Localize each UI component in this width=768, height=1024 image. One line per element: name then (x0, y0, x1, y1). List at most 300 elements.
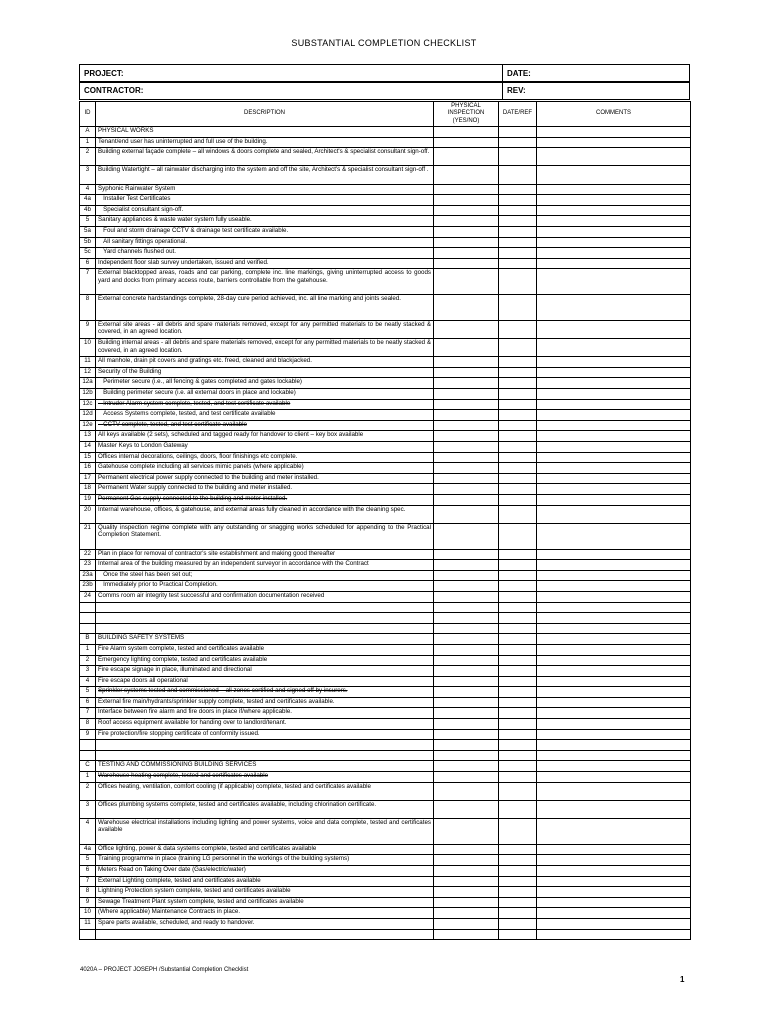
column-header-row (80, 102, 691, 127)
comments-cell[interactable] (537, 855, 691, 866)
comments-cell[interactable] (537, 708, 691, 719)
date-ref-cell[interactable] (499, 708, 537, 719)
physical-inspection-cell[interactable] (434, 687, 499, 698)
row-description: Offices heating, ventilation, comfort cooling (if applicable) complete, tested and certificates available (96, 782, 434, 800)
table-row (80, 855, 691, 866)
row-id: 23 (80, 560, 96, 571)
row-id: 12e (80, 420, 96, 431)
row-description (96, 613, 434, 624)
row-description: Plan in place for removal of contractor's site establishment and making good thereafter (96, 549, 434, 560)
table-row (80, 226, 691, 237)
date-ref-cell[interactable] (499, 195, 537, 206)
physical-inspection-cell[interactable] (434, 855, 499, 866)
comments-cell[interactable] (537, 866, 691, 877)
date-ref-cell[interactable] (499, 719, 537, 730)
row-description: Permanent Water supply connected to the building and meter installed. (96, 484, 434, 495)
comments-cell[interactable] (537, 295, 691, 321)
date-ref-cell[interactable] (499, 750, 537, 761)
comments-cell[interactable] (537, 357, 691, 368)
date-ref-cell[interactable] (499, 166, 537, 184)
row-description: Fire Alarm system complete, tested and certificates available (96, 644, 434, 655)
comments-cell[interactable] (537, 687, 691, 698)
date-ref-cell[interactable] (499, 819, 537, 845)
row-description: Immediately prior to Practical Completion. (96, 581, 434, 592)
physical-inspection-cell[interactable] (434, 226, 499, 237)
physical-inspection-cell[interactable] (434, 148, 499, 166)
row-description: Offices plumbing systems complete, tested and certificates available, including chlorination certificate. (96, 800, 434, 818)
row-id: 12 (80, 367, 96, 378)
row-description: Installer Test Certificates (96, 195, 434, 206)
physical-inspection-cell[interactable] (434, 570, 499, 581)
table-row (80, 248, 691, 259)
row-description: External concrete hardstandings complete, 28-day cure period achieved, inc. all line marking and joints sealed. (96, 295, 434, 321)
physical-inspection-cell[interactable] (434, 258, 499, 269)
physical-inspection-cell[interactable] (434, 844, 499, 855)
physical-inspection-cell[interactable] (434, 410, 499, 421)
physical-inspection-cell[interactable] (434, 339, 499, 357)
comments-cell[interactable] (537, 148, 691, 166)
comments-cell[interactable] (537, 623, 691, 634)
comments-cell[interactable] (537, 320, 691, 338)
physical-inspection-cell[interactable] (434, 248, 499, 259)
date-ref-cell[interactable] (499, 367, 537, 378)
comments-cell[interactable] (537, 897, 691, 908)
comments-cell[interactable] (537, 269, 691, 295)
date-ref-cell[interactable] (499, 357, 537, 368)
comments-cell[interactable] (537, 410, 691, 421)
comments-cell[interactable] (537, 431, 691, 442)
comments-cell[interactable] (537, 560, 691, 571)
row-description: Internal area of the building measured by an independent surveyor in accordance with the Contract (96, 560, 434, 571)
date-ref-cell[interactable] (499, 602, 537, 613)
physical-inspection-cell[interactable] (434, 205, 499, 216)
row-id: 15 (80, 452, 96, 463)
date-ref-cell[interactable] (499, 431, 537, 442)
table-row (80, 697, 691, 708)
comments-cell[interactable] (537, 127, 691, 138)
physical-inspection-cell[interactable] (434, 782, 499, 800)
physical-inspection-cell[interactable] (434, 442, 499, 453)
page-number: 1 (680, 975, 685, 984)
date-ref-cell[interactable] (499, 634, 537, 645)
physical-inspection-cell[interactable] (434, 644, 499, 655)
date-ref-cell[interactable] (499, 399, 537, 410)
date-ref-cell[interactable] (499, 237, 537, 248)
date-ref-cell[interactable] (499, 523, 537, 549)
date-ref-cell[interactable] (499, 389, 537, 400)
row-description: Permanent Gas supply connected to the building and meter installed. (96, 495, 434, 506)
comments-cell[interactable] (537, 876, 691, 887)
date-ref-cell[interactable] (499, 410, 537, 421)
table-row (80, 623, 691, 634)
comments-cell[interactable] (537, 844, 691, 855)
physical-inspection-cell[interactable] (434, 761, 499, 772)
row-description: Sewage Treatment Plant system complete, tested and certificates available (96, 897, 434, 908)
date-ref-cell[interactable] (499, 216, 537, 227)
comments-cell[interactable] (537, 195, 691, 206)
date-ref-cell[interactable] (499, 148, 537, 166)
physical-inspection-cell[interactable] (434, 269, 499, 295)
physical-inspection-cell[interactable] (434, 613, 499, 624)
table-row (80, 666, 691, 677)
row-id: 4a (80, 844, 96, 855)
table-row (80, 184, 691, 195)
comments-cell[interactable] (537, 613, 691, 624)
date-ref-cell[interactable] (499, 666, 537, 677)
physical-inspection-cell[interactable] (434, 431, 499, 442)
comments-cell[interactable] (537, 591, 691, 602)
physical-inspection-cell[interactable] (434, 560, 499, 571)
contractor-label: CONTRACTOR: (80, 82, 503, 100)
comments-cell[interactable] (537, 226, 691, 237)
comments-cell[interactable] (537, 523, 691, 549)
comments-cell[interactable] (537, 505, 691, 523)
comments-cell[interactable] (537, 248, 691, 259)
comments-cell[interactable] (537, 166, 691, 184)
physical-inspection-cell[interactable] (434, 866, 499, 877)
comments-cell[interactable] (537, 772, 691, 783)
row-id: 4a (80, 195, 96, 206)
table-row (80, 442, 691, 453)
physical-inspection-cell[interactable] (434, 549, 499, 560)
date-ref-cell[interactable] (499, 570, 537, 581)
date-ref-cell[interactable] (499, 495, 537, 506)
date-ref-cell[interactable] (499, 549, 537, 560)
physical-inspection-cell[interactable] (434, 634, 499, 645)
comments-cell[interactable] (537, 184, 691, 195)
comments-cell[interactable] (537, 495, 691, 506)
row-description: External blacktopped areas, roads and car parking, complete inc. line markings, giving uninterrupted access to goods yard and docks from primary access route, barriers controllable from the gatehouse. (96, 269, 434, 295)
row-description: Fire protection/fire stopping certificate of conformity issued. (96, 729, 434, 740)
physical-inspection-cell[interactable] (434, 676, 499, 687)
row-description: Sprinkler systems tested and commissioned – all zones certified and signed off by insurers. (96, 687, 434, 698)
row-id: B (80, 634, 96, 645)
comments-cell[interactable] (537, 137, 691, 148)
comments-cell[interactable] (537, 549, 691, 560)
comments-cell[interactable] (537, 697, 691, 708)
date-ref-cell[interactable] (499, 378, 537, 389)
physical-inspection-cell[interactable] (434, 750, 499, 761)
comments-cell[interactable] (537, 908, 691, 919)
row-id: 12d (80, 410, 96, 421)
row-id: 9 (80, 320, 96, 338)
date-ref-cell[interactable] (499, 127, 537, 138)
comments-cell[interactable] (537, 442, 691, 453)
physical-inspection-cell[interactable] (434, 918, 499, 929)
date-ref-cell[interactable] (499, 452, 537, 463)
table-row (80, 644, 691, 655)
date-ref-cell[interactable] (499, 782, 537, 800)
date-ref-cell[interactable] (499, 897, 537, 908)
column-header-comments: COMMENTS (537, 102, 691, 127)
row-id (80, 623, 96, 634)
row-id: 2 (80, 148, 96, 166)
row-id: 23a (80, 570, 96, 581)
comments-cell[interactable] (537, 800, 691, 818)
row-description: Internal warehouse, offices, & gatehouse, and external areas fully cleaned in accordance with the cleaning spec. (96, 505, 434, 523)
physical-inspection-cell[interactable] (434, 800, 499, 818)
table-row (80, 258, 691, 269)
row-description: Warehouse heating complete, tested and certificates available (96, 772, 434, 783)
table-row (80, 484, 691, 495)
physical-inspection-cell[interactable] (434, 195, 499, 206)
row-id: 13 (80, 431, 96, 442)
row-description (96, 740, 434, 751)
table-row (80, 634, 691, 645)
date-ref-cell[interactable] (499, 918, 537, 929)
physical-inspection-cell[interactable] (434, 378, 499, 389)
date-ref-cell[interactable] (499, 248, 537, 259)
physical-inspection-cell[interactable] (434, 581, 499, 592)
physical-inspection-cell[interactable] (434, 184, 499, 195)
row-description: Syphonic Rainwater System (96, 184, 434, 195)
date-ref-cell[interactable] (499, 697, 537, 708)
row-id: 3 (80, 166, 96, 184)
row-description: Building internal areas - all debris and spare materials removed, except for any permitted materials to be neatly stacked & covered, in an agreed location. (96, 339, 434, 357)
row-id: 6 (80, 697, 96, 708)
date-label: DATE: (503, 65, 690, 83)
row-description: Warehouse electrical installations including lighting and power systems, voice and data complete, tested and certificates available (96, 819, 434, 845)
table-row (80, 655, 691, 666)
date-ref-cell[interactable] (499, 655, 537, 666)
row-description: All manhole, drain pit covers and gratings etc. freed, cleaned and blackjacked. (96, 357, 434, 368)
table-row (80, 549, 691, 560)
row-id: C (80, 761, 96, 772)
row-id: 9 (80, 897, 96, 908)
row-id: 5b (80, 237, 96, 248)
comments-cell[interactable] (537, 761, 691, 772)
comments-cell[interactable] (537, 655, 691, 666)
table-row (80, 570, 691, 581)
date-ref-cell[interactable] (499, 484, 537, 495)
physical-inspection-cell[interactable] (434, 463, 499, 474)
comments-cell[interactable] (537, 205, 691, 216)
row-id: 4 (80, 819, 96, 845)
comments-cell[interactable] (537, 676, 691, 687)
row-description: Building Watertight – all rainwater discharging into the system and off the site, Architect's & specialist consultant sign-off . (96, 166, 434, 184)
physical-inspection-cell[interactable] (434, 127, 499, 138)
physical-inspection-cell[interactable] (434, 367, 499, 378)
row-id (80, 740, 96, 751)
physical-inspection-cell[interactable] (434, 897, 499, 908)
row-id: A (80, 127, 96, 138)
comments-cell[interactable] (537, 719, 691, 730)
row-id: 5 (80, 216, 96, 227)
row-id: 10 (80, 339, 96, 357)
page-title: SUBSTANTIAL COMPLETION CHECKLIST (291, 38, 477, 48)
physical-inspection-cell[interactable] (434, 389, 499, 400)
table-row (80, 844, 691, 855)
physical-inspection-cell[interactable] (434, 887, 499, 898)
row-id: 10 (80, 908, 96, 919)
physical-inspection-cell[interactable] (434, 295, 499, 321)
physical-inspection-cell[interactable] (434, 591, 499, 602)
row-description: Independent floor slab survey undertaken, issued and verified. (96, 258, 434, 269)
physical-inspection-cell[interactable] (434, 729, 499, 740)
physical-inspection-cell[interactable] (434, 666, 499, 677)
physical-inspection-cell[interactable] (434, 473, 499, 484)
physical-inspection-cell[interactable] (434, 623, 499, 634)
comments-cell[interactable] (537, 463, 691, 474)
row-id: 7 (80, 708, 96, 719)
row-id: 2 (80, 782, 96, 800)
row-id: 11 (80, 918, 96, 929)
table-row (80, 687, 691, 698)
row-description (96, 602, 434, 613)
date-ref-cell[interactable] (499, 591, 537, 602)
table-row (80, 708, 691, 719)
date-ref-cell[interactable] (499, 226, 537, 237)
date-ref-cell[interactable] (499, 505, 537, 523)
date-ref-cell[interactable] (499, 473, 537, 484)
date-ref-cell[interactable] (499, 463, 537, 474)
date-ref-cell[interactable] (499, 887, 537, 898)
comments-cell[interactable] (537, 918, 691, 929)
date-ref-cell[interactable] (499, 844, 537, 855)
date-ref-cell[interactable] (499, 442, 537, 453)
physical-inspection-cell[interactable] (434, 876, 499, 887)
physical-inspection-cell[interactable] (434, 237, 499, 248)
table-row (80, 452, 691, 463)
row-description: External Lighting complete, tested and certificates available (96, 876, 434, 887)
physical-inspection-cell[interactable] (434, 819, 499, 845)
comments-cell[interactable] (537, 750, 691, 761)
physical-inspection-cell[interactable] (434, 697, 499, 708)
date-ref-cell[interactable] (499, 676, 537, 687)
physical-inspection-cell[interactable] (434, 320, 499, 338)
date-ref-cell[interactable] (499, 908, 537, 919)
physical-inspection-cell[interactable] (434, 216, 499, 227)
comments-cell[interactable] (537, 570, 691, 581)
row-description (96, 929, 434, 940)
physical-inspection-cell[interactable] (434, 505, 499, 523)
comments-cell[interactable] (537, 473, 691, 484)
date-ref-cell[interactable] (499, 876, 537, 887)
date-ref-cell[interactable] (499, 866, 537, 877)
date-ref-cell[interactable] (499, 740, 537, 751)
physical-inspection-cell[interactable] (434, 772, 499, 783)
physical-inspection-cell[interactable] (434, 452, 499, 463)
row-description: Specialist consultant sign-off. (96, 205, 434, 216)
date-ref-cell[interactable] (499, 761, 537, 772)
rev-label: REV: (503, 82, 690, 100)
table-row (80, 591, 691, 602)
physical-inspection-cell[interactable] (434, 929, 499, 940)
date-ref-cell[interactable] (499, 184, 537, 195)
date-ref-cell[interactable] (499, 613, 537, 624)
comments-cell[interactable] (537, 666, 691, 677)
date-ref-cell[interactable] (499, 269, 537, 295)
comments-cell[interactable] (537, 782, 691, 800)
date-ref-cell[interactable] (499, 687, 537, 698)
row-description: TESTING AND COMMISSIONING BUILDING SERVICES (96, 761, 434, 772)
comments-cell[interactable] (537, 378, 691, 389)
physical-inspection-cell[interactable] (434, 357, 499, 368)
comments-cell[interactable] (537, 484, 691, 495)
date-ref-cell[interactable] (499, 258, 537, 269)
comments-cell[interactable] (537, 420, 691, 431)
row-description: PHYSICAL WORKS (96, 127, 434, 138)
physical-inspection-cell[interactable] (434, 740, 499, 751)
date-ref-cell[interactable] (499, 295, 537, 321)
row-id: 12c (80, 399, 96, 410)
table-row (80, 581, 691, 592)
date-ref-cell[interactable] (499, 581, 537, 592)
table-row (80, 676, 691, 687)
row-id: 20 (80, 505, 96, 523)
row-id: 22 (80, 549, 96, 560)
date-ref-cell[interactable] (499, 560, 537, 571)
date-ref-cell[interactable] (499, 800, 537, 818)
date-ref-cell[interactable] (499, 929, 537, 940)
row-description: Comms room air integrity test successful and confirmation documentation received (96, 591, 434, 602)
row-id: 4 (80, 676, 96, 687)
comments-cell[interactable] (537, 634, 691, 645)
comments-cell[interactable] (537, 367, 691, 378)
physical-inspection-cell[interactable] (434, 137, 499, 148)
physical-inspection-cell[interactable] (434, 484, 499, 495)
date-ref-cell[interactable] (499, 623, 537, 634)
comments-cell[interactable] (537, 237, 691, 248)
row-description: Gatehouse complete including all services mimic panels (where applicable) (96, 463, 434, 474)
physical-inspection-cell[interactable] (434, 719, 499, 730)
physical-inspection-cell[interactable] (434, 523, 499, 549)
table-row (80, 237, 691, 248)
table-row (80, 269, 691, 295)
physical-inspection-cell[interactable] (434, 166, 499, 184)
comments-cell[interactable] (537, 399, 691, 410)
date-ref-cell[interactable] (499, 729, 537, 740)
date-ref-cell[interactable] (499, 855, 537, 866)
table-row (80, 378, 691, 389)
comments-cell[interactable] (537, 452, 691, 463)
row-id: 5a (80, 226, 96, 237)
comments-cell[interactable] (537, 339, 691, 357)
comments-cell[interactable] (537, 887, 691, 898)
comments-cell[interactable] (537, 740, 691, 751)
date-ref-cell[interactable] (499, 137, 537, 148)
row-description: Roof access equipment available for handing over to landlord/tenant. (96, 719, 434, 730)
comments-cell[interactable] (537, 581, 691, 592)
table-row (80, 918, 691, 929)
row-id: 3 (80, 666, 96, 677)
physical-inspection-cell[interactable] (434, 708, 499, 719)
comments-cell[interactable] (537, 819, 691, 845)
physical-inspection-cell[interactable] (434, 420, 499, 431)
row-description: Quality inspection regime complete with any outstanding or snagging works scheduled for appending to the Practical Completion Statement. (96, 523, 434, 549)
date-ref-cell[interactable] (499, 644, 537, 655)
comments-cell[interactable] (537, 389, 691, 400)
date-ref-cell[interactable] (499, 339, 537, 357)
comments-cell[interactable] (537, 216, 691, 227)
comments-cell[interactable] (537, 602, 691, 613)
physical-inspection-cell[interactable] (434, 602, 499, 613)
physical-inspection-cell[interactable] (434, 495, 499, 506)
table-row (80, 410, 691, 421)
row-description: Intruder Alarm system complete, tested, and test certificate available (96, 399, 434, 410)
physical-inspection-cell[interactable] (434, 655, 499, 666)
date-ref-cell[interactable] (499, 420, 537, 431)
comments-cell[interactable] (537, 644, 691, 655)
comments-cell[interactable] (537, 729, 691, 740)
physical-inspection-cell[interactable] (434, 399, 499, 410)
date-ref-cell[interactable] (499, 205, 537, 216)
date-ref-cell[interactable] (499, 320, 537, 338)
comments-cell[interactable] (537, 258, 691, 269)
date-ref-cell[interactable] (499, 772, 537, 783)
physical-inspection-cell[interactable] (434, 908, 499, 919)
comments-cell[interactable] (537, 929, 691, 940)
